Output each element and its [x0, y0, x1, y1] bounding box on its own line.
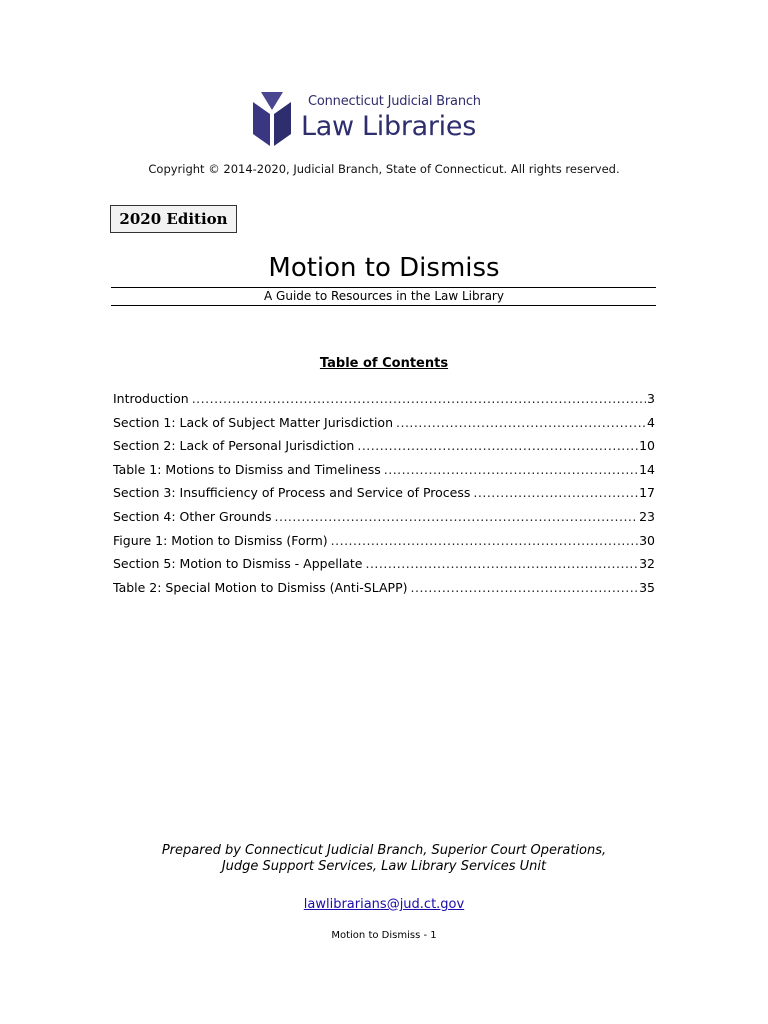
- toc-leader-dots: [275, 509, 639, 524]
- toc-entry-label: Section 1: Lack of Subject Matter Jurisdiction: [113, 414, 393, 430]
- toc-entry-label: Section 3: Insufficiency of Process and Service of Process: [113, 485, 471, 501]
- toc-entry-page: 30: [639, 532, 655, 548]
- toc-entry-page: 10: [639, 438, 655, 454]
- prepared-by-note: [0, 843, 768, 875]
- copyright-notice: Copyright © 2014-2020, Judicial Branch, State of Connecticut. All rights reserved.: [148, 162, 620, 176]
- toc-entry-page: 4: [647, 414, 655, 430]
- toc-entry[interactable]: [113, 462, 655, 486]
- page-subtitle: A Guide to Resources in the Law Library: [264, 289, 504, 303]
- table-of-contents: [113, 391, 655, 603]
- toc-entry[interactable]: [113, 391, 655, 415]
- toc-entry-page: 17: [639, 485, 655, 501]
- toc-entry-page: 23: [639, 508, 655, 524]
- page-footer: Motion to Dismiss - 1: [331, 930, 437, 941]
- toc-entry-label: Section 4: Other Grounds: [113, 508, 272, 524]
- toc-entry[interactable]: [113, 533, 655, 557]
- logo-text-branch: Connecticut Judicial Branch: [308, 94, 481, 109]
- toc-entry-label: Table 1: Motions to Dismiss and Timeliness: [113, 461, 381, 477]
- toc-entry-page: 32: [639, 556, 655, 572]
- book-logo-icon: [251, 88, 293, 148]
- toc-leader-dots: [473, 485, 638, 500]
- prepared-by-line1: Prepared by Connecticut Judicial Branch, Superior Court Operations,: [161, 843, 607, 858]
- toc-heading: Table of Contents: [319, 356, 449, 371]
- law-libraries-logo: [251, 88, 491, 150]
- toc-leader-dots: [331, 533, 638, 548]
- toc-entry-page: 3: [647, 391, 655, 406]
- toc-entry[interactable]: [113, 438, 655, 462]
- toc-entry[interactable]: [113, 509, 655, 533]
- title-rule-top: [111, 287, 656, 288]
- toc-leader-dots: [365, 556, 638, 571]
- toc-entry-label: Introduction: [113, 391, 189, 406]
- toc-leader-dots: [396, 415, 646, 430]
- title-rule-bottom: [111, 305, 656, 306]
- toc-leader-dots: [357, 438, 638, 453]
- page-title: Motion to Dismiss: [268, 253, 500, 283]
- toc-entry-label: Section 2: Lack of Personal Jurisdiction: [113, 438, 355, 454]
- toc-leader-dots: [192, 391, 646, 406]
- prepared-by-line2: Judge Support Services, Law Library Services Unit: [221, 859, 547, 874]
- contact-email-link[interactable]: lawlibrarians@jud.ct.gov: [303, 897, 465, 912]
- toc-entry[interactable]: [113, 415, 655, 439]
- toc-entry[interactable]: [113, 580, 655, 604]
- edition-badge: 2020 Edition: [110, 205, 237, 233]
- toc-entry[interactable]: [113, 556, 655, 580]
- toc-leader-dots: [384, 462, 638, 477]
- toc-entry[interactable]: [113, 485, 655, 509]
- toc-entry-label: Figure 1: Motion to Dismiss (Form): [113, 532, 328, 548]
- toc-entry-label: Section 5: Motion to Dismiss - Appellate: [113, 556, 363, 572]
- toc-leader-dots: [411, 580, 639, 595]
- toc-entry-page: 35: [639, 579, 655, 595]
- toc-entry-page: 14: [639, 461, 655, 477]
- logo-text-libraries: Law Libraries: [301, 111, 476, 142]
- toc-entry-label: Table 2: Special Motion to Dismiss (Anti-SLAPP): [113, 579, 408, 595]
